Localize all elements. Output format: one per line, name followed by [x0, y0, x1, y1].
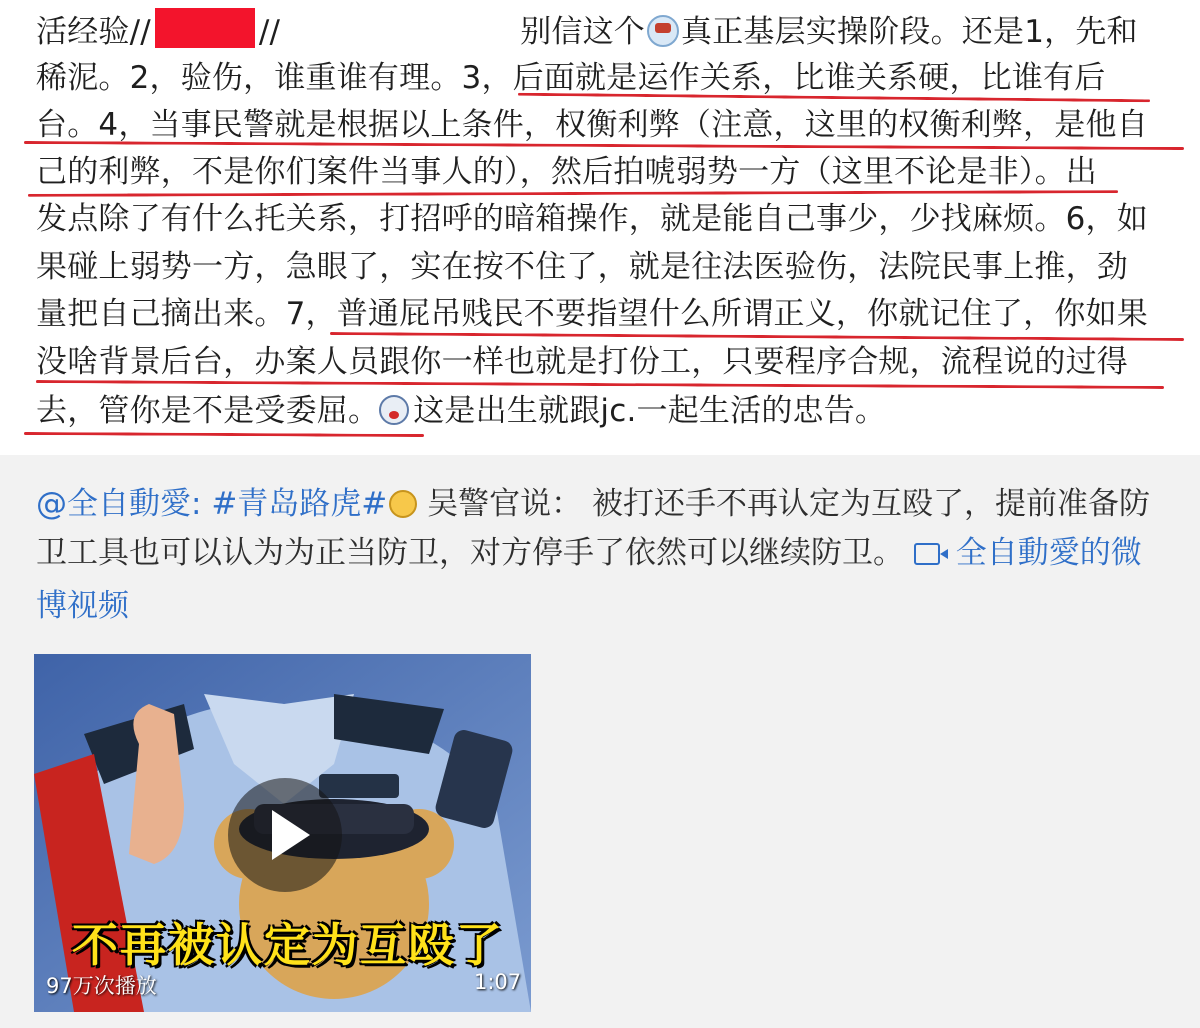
post-line-7: 量把自己摘出来。7，普通屁吊贱民不要指望什么所谓正义，你就记住了，你如果 [36, 296, 1148, 332]
post-line-1 [36, 8, 1138, 52]
post-line-4: 己的利弊，不是你们案件当事人的），然后拍唬弱势一方（这里不论是非）。出 [36, 154, 1097, 190]
shocked-face-emoji-icon [379, 395, 409, 425]
view-count: 97万次播放 [46, 974, 157, 998]
eye-roll-emoji-icon [389, 490, 417, 518]
hashtag-link[interactable]: #青岛路虎# [211, 486, 388, 522]
post-body [0, 0, 1200, 455]
post-text: 去，管你是不是受委屈。 [36, 393, 380, 429]
video-duration: 1:07 [474, 970, 522, 994]
post-text: 这是出生就跟jc.一起生活的忠告。 [413, 393, 887, 429]
video-link-continued[interactable]: 博视频 [36, 588, 129, 624]
post-text: // [258, 14, 281, 50]
video-caption: 不再被认定为互殴了 [72, 918, 504, 972]
video-link-label: 全自動愛的微 [955, 535, 1142, 571]
repost-text: 卫工具也可以认为为正当防卫，对方停手了依然可以继续防卫。 [36, 535, 904, 571]
post-text: 活经验// [36, 14, 151, 50]
post-text: 真正基层实操阶段。还是1，先和 [681, 14, 1138, 50]
repost-author-link[interactable]: @全自動愛: [36, 486, 202, 522]
post-line-3: 台。4，当事民警就是根据以上条件，权衡利弊（注意，这里的权衡利弊，是他自 [36, 107, 1148, 143]
post-line-2: 稀泥。2，验伤，谁重谁有理。3，后面就是运作关系，比谁关系硬，比谁有后 [36, 60, 1106, 96]
can-emoji-icon [647, 15, 679, 47]
video-link[interactable] [914, 535, 1142, 571]
repost-line-2 [36, 530, 1142, 576]
play-button[interactable] [228, 778, 342, 892]
repost-text: 吴警官说： 被打还手不再认定为互殴了，提前准备防 [417, 486, 1150, 522]
post-line-5: 发点除了有什么托关系，打招呼的暗箱操作，就是能自己事少，少找麻烦。6，如 [36, 201, 1148, 237]
post-line-9 [36, 389, 886, 433]
redaction-block [155, 8, 255, 48]
post-line-6: 果碰上弱势一方，急眼了，实在按不住了，就是往法医验伤，法院民事上推，劲 [36, 249, 1128, 285]
video-camera-icon [914, 543, 940, 565]
repost-line-1 [36, 481, 1150, 527]
post-text: 别信这个 [520, 14, 645, 50]
post-line-8: 没啥背景后台，办案人员跟你一样也就是打份工，只要程序合规，流程说的过得 [36, 344, 1128, 380]
